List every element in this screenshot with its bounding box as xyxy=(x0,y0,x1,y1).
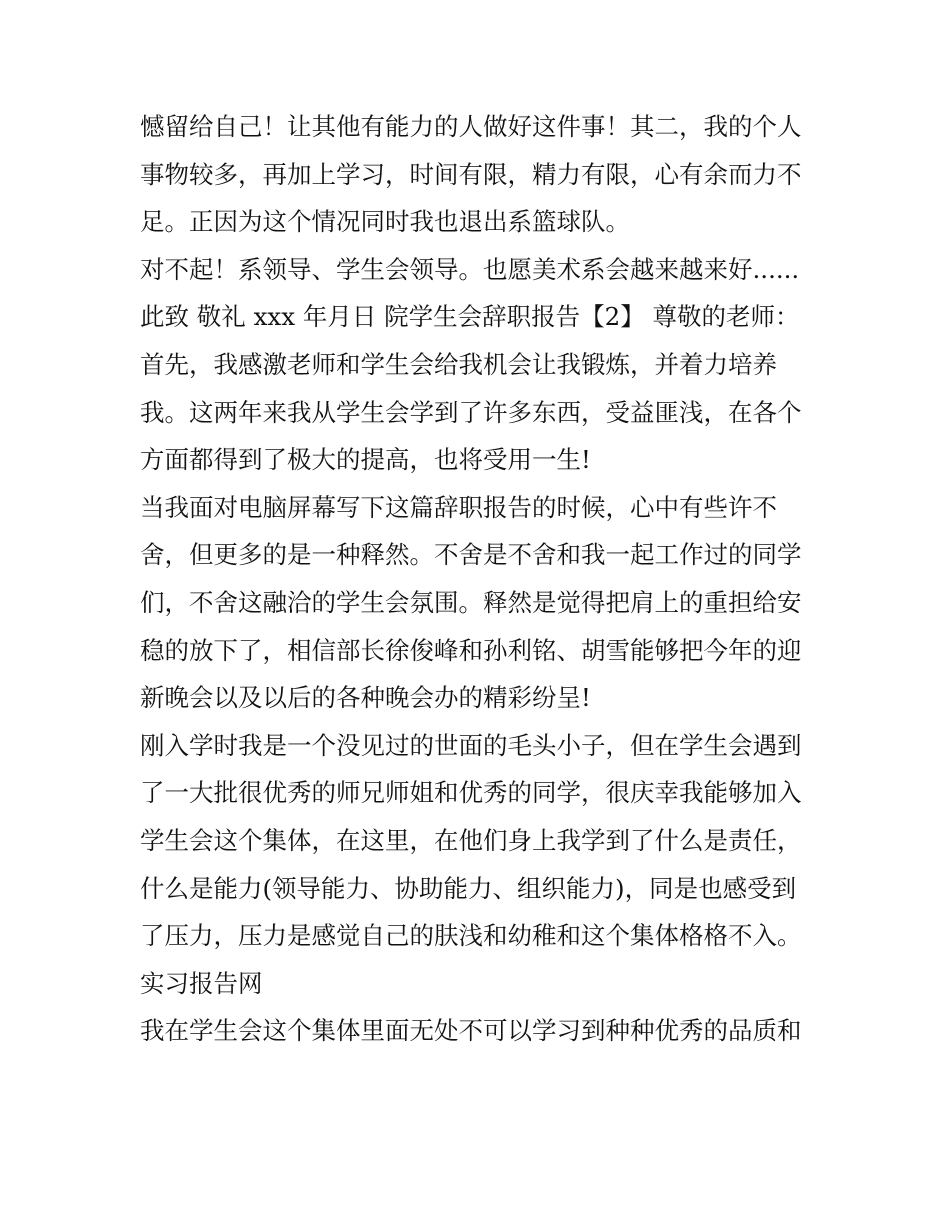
text-line: 稳的放下了，相信部长徐俊峰和孙利铭、胡雪能够把今年的迎 xyxy=(140,635,802,665)
text-line: 事物较多，再加上学习，时间有限，精力有限，心有余而力不 xyxy=(140,159,802,189)
text-line: 首先，我感激老师和学生会给我机会让我锻炼，并着力培养 xyxy=(140,349,777,379)
text-line: 对不起！系领导、学生会领导。也愿美术系会越来越来好...... xyxy=(140,254,800,284)
text-line: 我。这两年来我从学生会学到了许多东西，受益匪浅，在各个 xyxy=(140,397,802,427)
text-line: 当我面对电脑屏幕写下这篇辞职报告的时候，心中有些许不 xyxy=(140,492,777,522)
text-line: 方面都得到了极大的提高，也将受用一生! xyxy=(140,445,591,475)
text-line: 憾留给自己！让其他有能力的人做好这件事！其二，我的个人 xyxy=(140,112,802,141)
text-line: 了压力，压力是感觉自己的肤浅和幼稚和这个集体格格不入。 xyxy=(140,921,802,951)
text-line: 我在学生会这个集体里面无处不可以学习到种种优秀的品质和 xyxy=(140,1016,802,1046)
text-line: 们，不舍这融洽的学生会氛围。释然是觉得把肩上的重担给安 xyxy=(140,587,802,617)
text-line: 学生会这个集体，在这里，在他们身上我学到了什么是责任， xyxy=(140,825,802,855)
text-line: 了一大批很优秀的师兄师姐和优秀的同学，很庆幸我能够加入 xyxy=(140,778,802,808)
text-line: 足。正因为这个情况同时我也退出系篮球队。 xyxy=(140,207,630,237)
text-line: 舍，但更多的是一种释然。不舍是不舍和我一起工作过的同学 xyxy=(140,540,802,570)
text-line: 新晚会以及以后的各种晚会办的精彩纷呈! xyxy=(140,683,591,713)
text-line: 刚入学时我是一个没见过的世面的毛头小子，但在学生会遇到 xyxy=(140,730,802,760)
text-line: 什么是能力(领导能力、协助能力、组织能力)，同是也感受到 xyxy=(140,873,797,903)
text-line: 此致 敬礼 xxx 年月日 院学生会辞职报告【2】 尊敬的老师： xyxy=(140,302,800,332)
body-text xyxy=(140,103,820,1055)
text-line: 实习报告网 xyxy=(140,968,263,998)
